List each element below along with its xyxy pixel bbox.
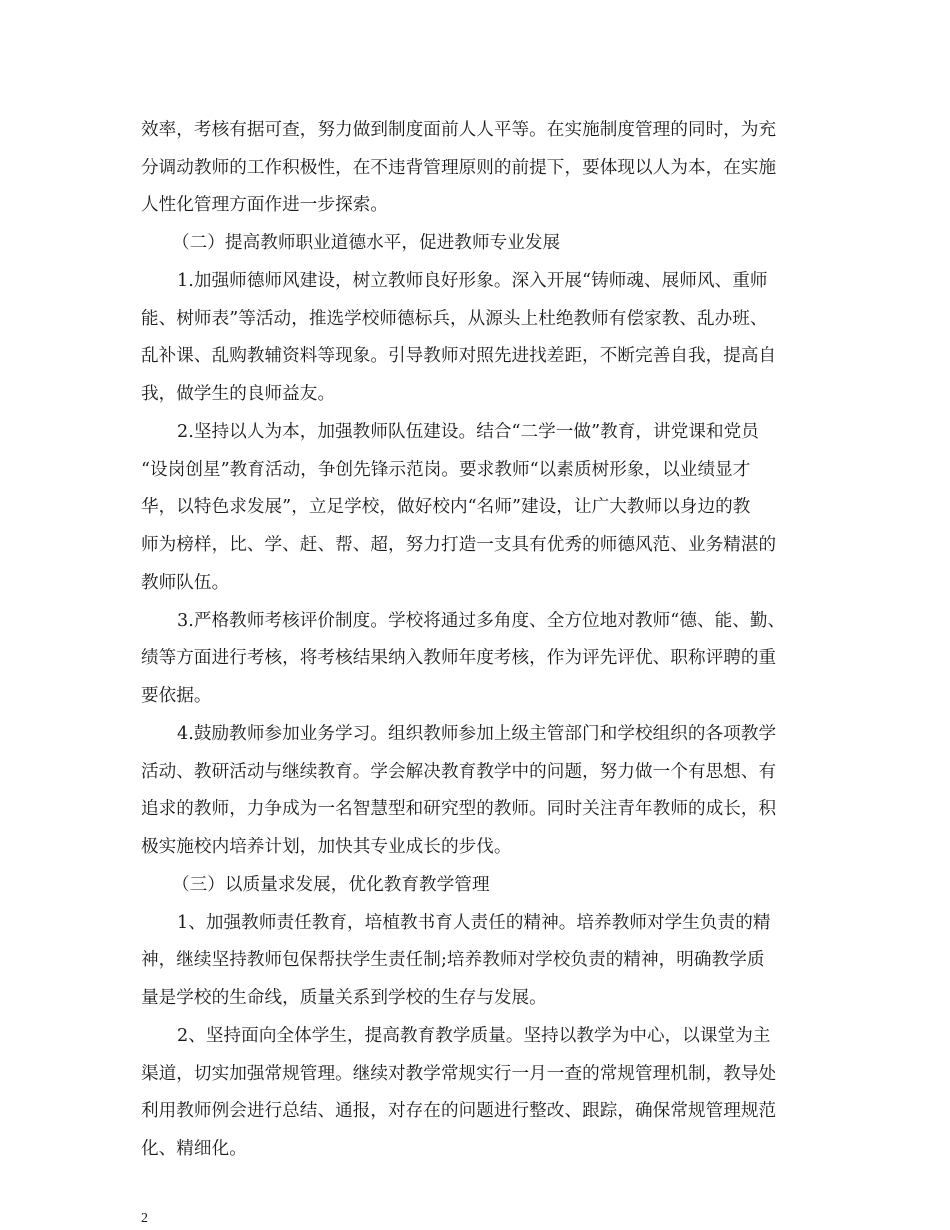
text-line: 效率，考核有据可查，努力做到制度面前人人平等。在实施制度管理的同时，为充: [141, 120, 777, 140]
text-line: 3.严格教师考核评价制度。学校将通过多角度、全方位地对教师“德、能、勤、: [177, 611, 786, 631]
text-line: 1、加强教师责任教育，培植教书育人责任的精神。培养教师对学生负责的精: [177, 913, 771, 933]
text-line: 华，以特色求发展”，立足学校，做好校内“名师”建设，让广大教师以身边的教: [141, 497, 751, 517]
text-line: 神，继续坚持教师包保帮扶学生责任制;培养教师对学校负责的精神，明确教学质: [141, 950, 765, 970]
text-line: 能、树师表”等活动，推选学校师德标兵，从源头上杜绝教师有偿家教、乱办班、: [141, 309, 768, 329]
text-line: 量是学校的生命线，质量关系到学校的生存与发展。: [141, 988, 547, 1008]
text-line: 2、坚持面向全体学生，提高教育教学质量。坚持以教学为中心，以课堂为主: [177, 1026, 771, 1046]
text-line: 活动、教研活动与继续教育。学会解决教育教学中的问题，努力做一个有思想、有: [141, 762, 777, 782]
text-line: 绩等方面进行考核，将考核结果纳入教师年度考核，作为评先评优、职称评聘的重: [141, 648, 777, 668]
text-line: “设岗创星”教育活动，争创先锋示范岗。要求教师“以素质树形象，以业绩显才: [141, 460, 751, 480]
text-line: 乱补课、乱购教辅资料等现象。引导教师对照先进找差距，不断完善自我，提高自: [141, 346, 777, 366]
text-line: 追求的教师，力争成为一名智慧型和研究型的教师。同时关注青年教师的成长，积: [141, 799, 777, 819]
text-line: 4.鼓励教师参加业务学习。组织教师参加上级主管部门和学校组织的各项教学: [177, 724, 777, 744]
section-heading: （二）提高教师职业道德水平，促进教师专业发展: [172, 233, 561, 253]
text-line: 分调动教师的工作积极性，在不违背管理原则的前提下，要体现以人为本，在实施: [141, 158, 777, 178]
page-number: 2: [141, 1211, 148, 1226]
text-line: 人性化管理方面作进一步探索。: [141, 195, 389, 215]
text-line: 要依据。: [141, 686, 212, 706]
text-line: 极实施校内培养计划，加快其专业成长的步伐。: [141, 837, 512, 857]
text-line: 利用教师例会进行总结、通报，对存在的问题进行整改、跟踪，确保常规管理规范: [141, 1101, 777, 1121]
text-line: 师为榜样，比、学、赶、帮、超，努力打造一支具有优秀的师德风范、业务精湛的: [141, 535, 777, 555]
text-line: 1.加强师德师风建设，树立教师良好形象。深入开展“铸师魂、展师风、重师: [177, 271, 768, 291]
text-line: 化、精细化。: [141, 1139, 247, 1159]
text-line: 渠道，切实加强常规管理。继续对教学常规实行一月一查的常规管理机制，教导处: [141, 1064, 777, 1084]
text-line: 教师队伍。: [141, 573, 230, 593]
section-heading: （三）以质量求发展，优化教育教学管理: [172, 875, 490, 895]
text-line: 2.坚持以人为本，加强教师队伍建设。结合“二学一做”教育，讲党课和党员: [177, 422, 759, 442]
text-line: 我，做学生的良师益友。: [141, 384, 336, 404]
